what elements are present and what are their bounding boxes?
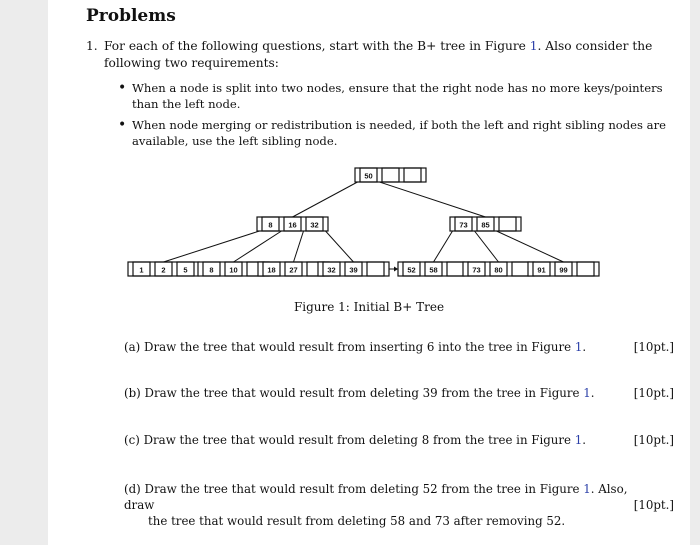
key-label: 58 bbox=[429, 265, 438, 275]
key-label: 2 bbox=[161, 265, 166, 275]
question-number: 1. bbox=[86, 39, 98, 53]
part-label: (d) bbox=[124, 482, 141, 496]
part-text-line2: the tree that would result from deleting 58 and 73 after removing 52. bbox=[148, 514, 566, 528]
requirement-text: When a node is split into two nodes, ensure that the right node has no more keys/pointers than the left node. bbox=[132, 81, 663, 111]
part-label: (c) bbox=[124, 433, 140, 447]
section-title: Problems bbox=[86, 6, 176, 26]
part-a bbox=[124, 339, 674, 355]
figure-ref-link[interactable]: 1 bbox=[583, 482, 591, 496]
part-end: . Also, draw bbox=[124, 482, 628, 512]
figure-ref-link[interactable]: 1 bbox=[574, 433, 583, 447]
leaf-node bbox=[463, 262, 534, 276]
leaf-node bbox=[528, 262, 599, 276]
tree-edge bbox=[380, 182, 486, 217]
points-label: [10pt.] bbox=[633, 340, 674, 354]
tree-edge bbox=[293, 182, 358, 217]
points-label: [10pt.] bbox=[633, 433, 674, 447]
part-end: . bbox=[582, 433, 587, 447]
leaf-node bbox=[318, 262, 389, 276]
key-label: 10 bbox=[229, 265, 238, 275]
part-text: Draw the tree that would result from deleting 52 from the tree in Figure bbox=[144, 482, 580, 496]
part-text: Draw the tree that would result from deleting 39 from the tree in Figure bbox=[144, 386, 580, 400]
bullet-icon: • bbox=[118, 80, 127, 96]
part-end: . bbox=[582, 340, 587, 354]
key-label: 80 bbox=[494, 265, 503, 275]
internal-node bbox=[257, 217, 328, 231]
key-label: 5 bbox=[183, 265, 188, 275]
key-label: 91 bbox=[537, 265, 546, 275]
internal-node bbox=[450, 217, 521, 231]
key-label: 32 bbox=[327, 265, 336, 275]
bplus-tree-figure bbox=[48, 0, 690, 300]
document-page bbox=[48, 0, 690, 545]
key-label: 73 bbox=[459, 220, 468, 230]
key-label: 8 bbox=[268, 220, 273, 230]
figure-caption: Figure 1: Initial B+ Tree bbox=[293, 300, 445, 314]
part-end: . bbox=[590, 386, 595, 400]
key-label: 99 bbox=[559, 265, 568, 275]
key-label: 8 bbox=[209, 265, 214, 275]
figure-ref-link[interactable]: 1 bbox=[583, 386, 591, 400]
points-label: [10pt.] bbox=[633, 498, 674, 512]
tree-edge bbox=[475, 231, 499, 262]
key-label: 27 bbox=[289, 265, 298, 275]
key-label: 50 bbox=[364, 171, 373, 181]
figure-ref-link[interactable]: 1 bbox=[529, 39, 538, 53]
key-label: 16 bbox=[288, 220, 297, 230]
pointer-arrow bbox=[394, 267, 398, 272]
part-text: Draw the tree that would result from deleting 8 from the tree in Figure bbox=[143, 433, 572, 447]
requirement-text: When node merging or redistribution is needed, if both the left and right sibling nodes are available, use the left sibling node. bbox=[132, 118, 666, 148]
tree-edge bbox=[434, 231, 453, 262]
key-label: 85 bbox=[481, 220, 490, 230]
tree-edge bbox=[497, 231, 564, 262]
points-label: [10pt.] bbox=[633, 386, 674, 400]
key-label: 52 bbox=[407, 265, 416, 275]
tree-edge bbox=[326, 231, 354, 262]
left-margin bbox=[0, 0, 48, 545]
part-text: Draw the tree that would result from inserting 6 into the tree in Figure bbox=[144, 340, 572, 354]
part-c bbox=[124, 432, 674, 448]
part-label: (a) bbox=[124, 340, 141, 354]
tree-edge bbox=[234, 231, 282, 262]
leaf-node bbox=[398, 262, 469, 276]
leaf-node bbox=[128, 262, 199, 276]
key-label: 18 bbox=[267, 265, 276, 275]
question-text-b: . Also consider the following two requirements: bbox=[104, 39, 653, 70]
part-d bbox=[124, 481, 674, 529]
part-label: (b) bbox=[124, 386, 141, 400]
key-label: 1 bbox=[139, 265, 144, 275]
bullet-icon: • bbox=[118, 117, 127, 133]
key-label: 39 bbox=[349, 265, 358, 275]
tree-edge bbox=[294, 231, 304, 262]
question-text-a: For each of the following questions, start with the B+ tree in Figure bbox=[104, 39, 526, 53]
key-label: 73 bbox=[472, 265, 481, 275]
root-node bbox=[355, 168, 426, 182]
tree-edge bbox=[164, 231, 260, 262]
right-margin bbox=[690, 0, 700, 545]
key-label: 32 bbox=[310, 220, 319, 230]
part-b bbox=[124, 385, 674, 401]
figure-ref-link[interactable]: 1 bbox=[574, 340, 583, 354]
